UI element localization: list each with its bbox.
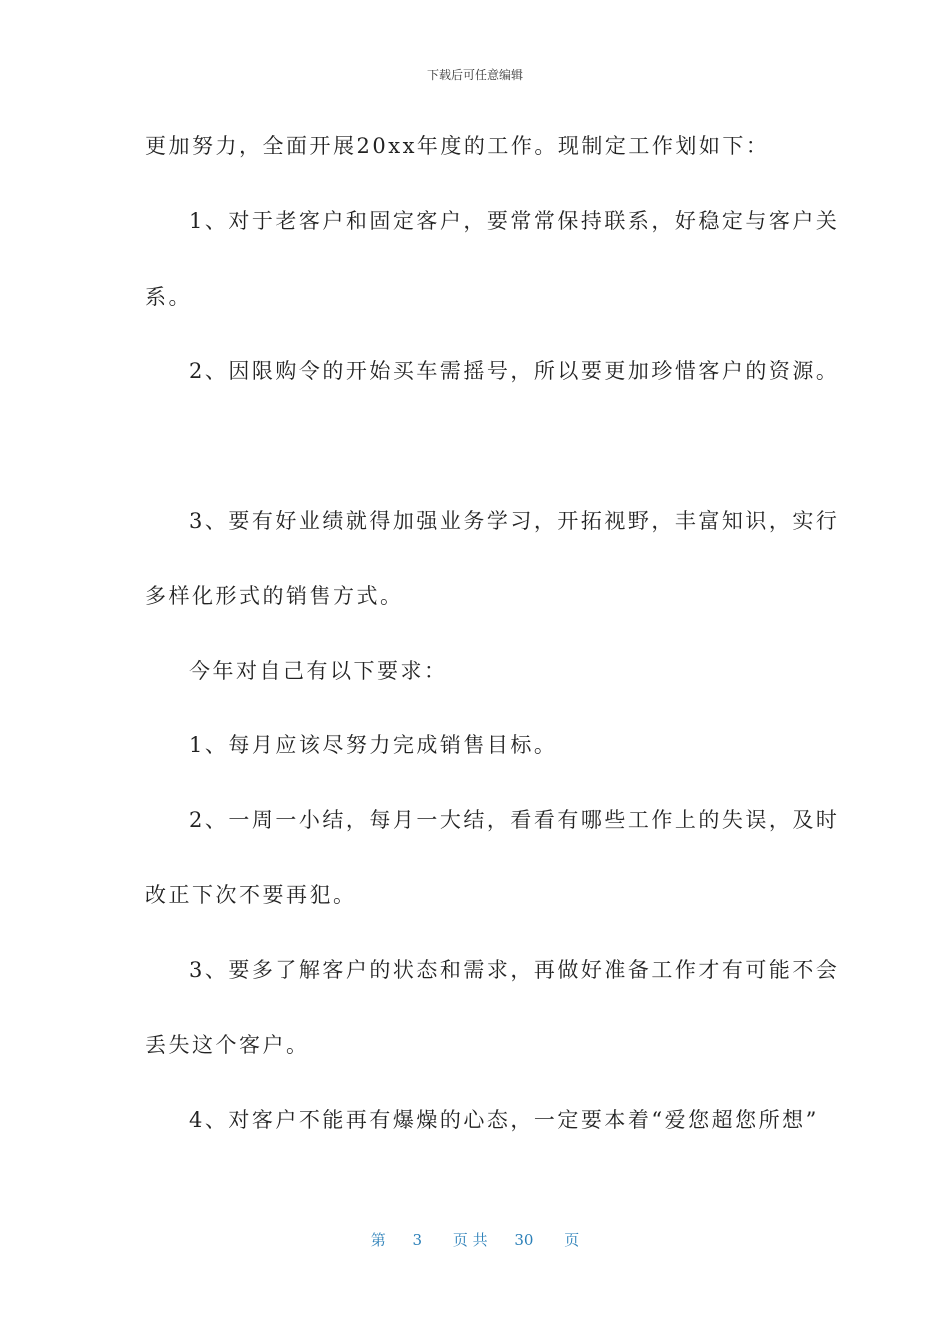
total-pages-number: 30 bbox=[514, 1231, 534, 1249]
paragraph-line: 系。 bbox=[145, 285, 192, 309]
paragraph-line: 4、对客户不能再有爆燥的心态，一定要本着“爱您超您所想” bbox=[189, 1108, 819, 1132]
paragraph-line: 2、因限购令的开始买车需摇号，所以要更加珍惜客户的资源。 bbox=[189, 359, 840, 383]
page-mid-label: 页 共 bbox=[452, 1231, 488, 1249]
paragraph-line: 今年对自己有以下要求： bbox=[189, 659, 448, 683]
paragraph-line: 1、每月应该尽努力完成销售目标。 bbox=[189, 733, 558, 757]
paragraph-line: 更加努力，全面开展20xx年度的工作。现制定工作划如下： bbox=[145, 134, 770, 158]
paragraph-line: 3、要多了解客户的状态和需求，再做好准备工作才有可能不会 bbox=[189, 958, 840, 982]
page-header: 下载后可任意编辑 bbox=[426, 68, 523, 82]
paragraph-line: 3、要有好业绩就得加强业务学习，开拓视野，丰富知识，实行 bbox=[189, 509, 840, 533]
page-suffix: 页 bbox=[564, 1231, 580, 1249]
page-footer bbox=[0, 1229, 950, 1250]
paragraph-line: 丢失这个客户。 bbox=[145, 1033, 310, 1057]
paragraph-line: 1、对于老客户和固定客户，要常常保持联系，好稳定与客户关 bbox=[189, 209, 840, 233]
page-prefix: 第 bbox=[370, 1231, 386, 1249]
paragraph-line: 多样化形式的销售方式。 bbox=[145, 584, 404, 608]
current-page-number: 3 bbox=[412, 1231, 423, 1249]
paragraph-line: 改正下次不要再犯。 bbox=[145, 883, 357, 907]
paragraph-line: 2、一周一小结，每月一大结，看看有哪些工作上的失误，及时 bbox=[189, 808, 840, 832]
